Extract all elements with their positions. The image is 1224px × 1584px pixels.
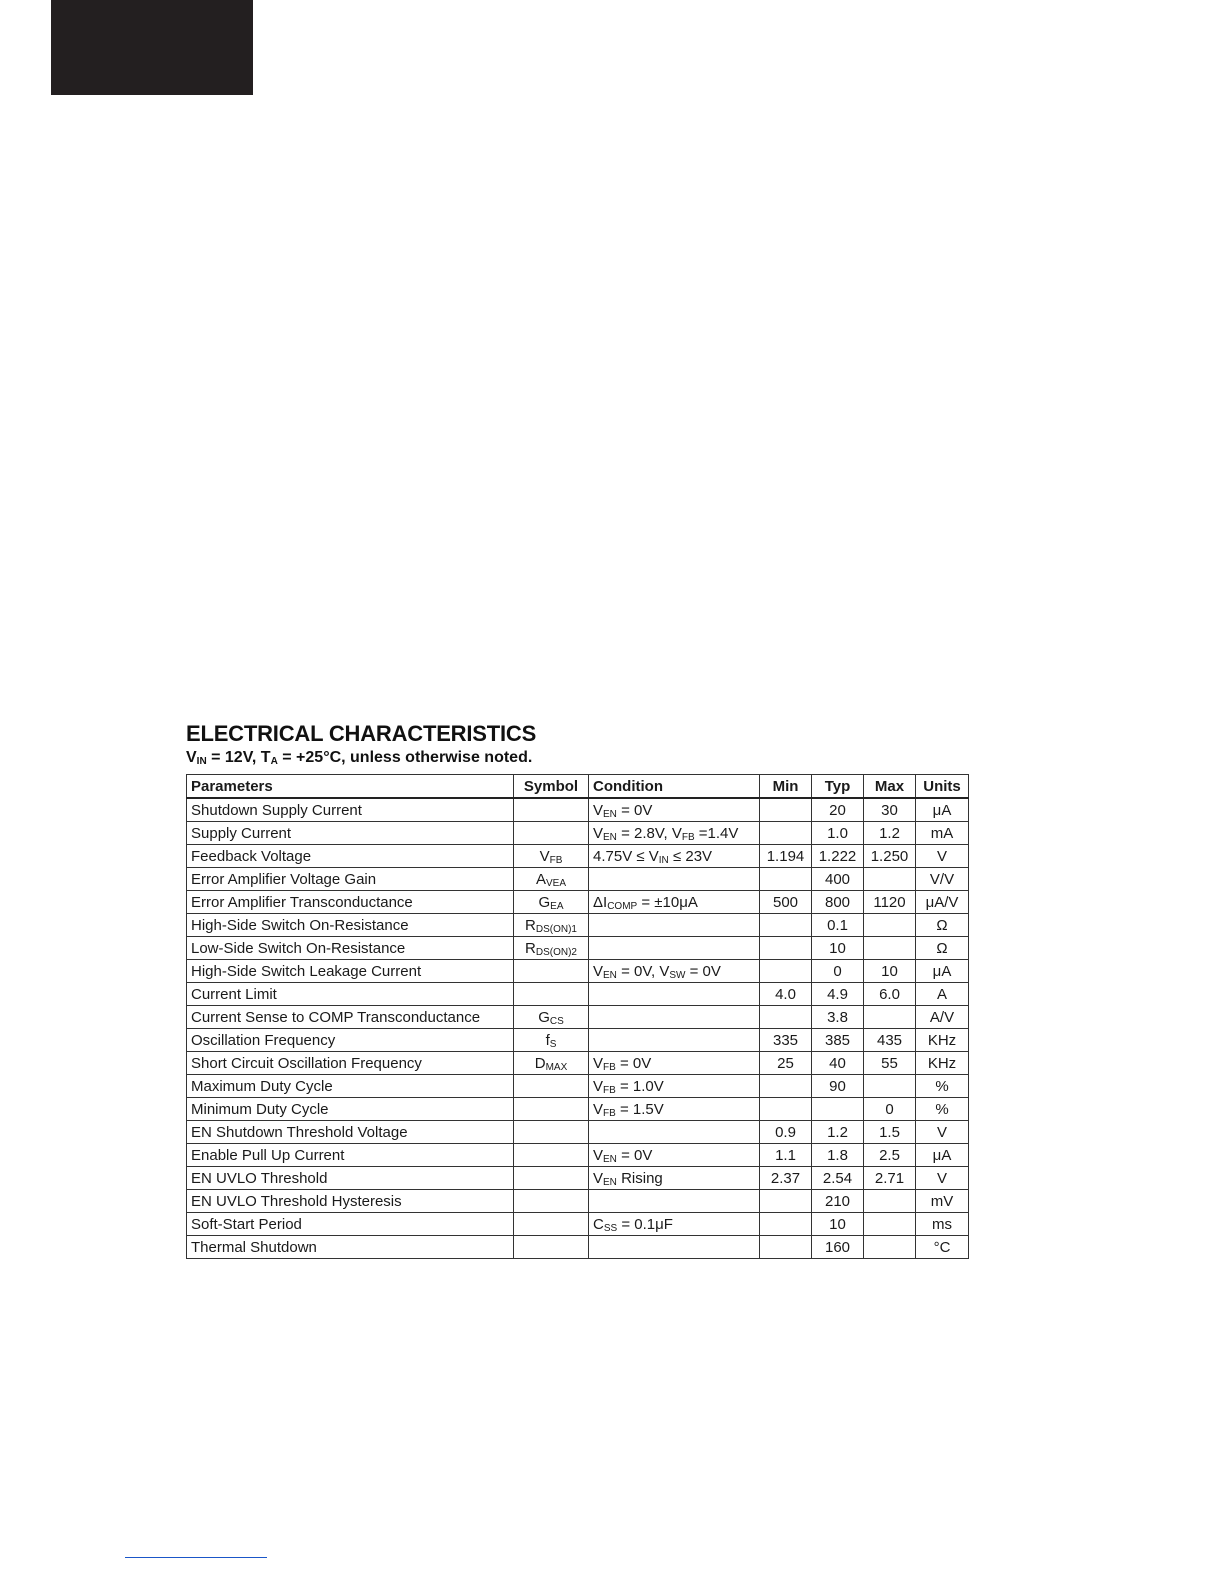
cell-max: 30 [864, 798, 916, 822]
cell-typ: 10 [812, 1213, 864, 1236]
cell-units: A [916, 983, 969, 1006]
cell-symbol [514, 960, 589, 983]
footer-link-rule [125, 1557, 267, 1558]
cell-typ: 90 [812, 1075, 864, 1098]
cell-min [760, 937, 812, 960]
table-row [187, 845, 969, 868]
cell-parameter: Low-Side Switch On-Resistance [187, 937, 514, 960]
cell-parameter: Supply Current [187, 822, 514, 845]
cell-max: 2.71 [864, 1167, 916, 1190]
cell-condition: $V_{FB} = 0V$ [589, 1052, 760, 1075]
cell-typ: 160 [812, 1236, 864, 1259]
cell-units: μA/V [916, 891, 969, 914]
cell-symbol: $f_S$ [514, 1029, 589, 1052]
cell-parameter: Current Limit [187, 983, 514, 1006]
cell-symbol [514, 1213, 589, 1236]
cell-parameter: Oscillation Frequency [187, 1029, 514, 1052]
cell-parameter: Thermal Shutdown [187, 1236, 514, 1259]
cell-typ: 40 [812, 1052, 864, 1075]
table-body [187, 798, 969, 1259]
cell-min: 25 [760, 1052, 812, 1075]
cell-symbol [514, 1236, 589, 1259]
section-subtitle: $V_{IN} = 12V$, $T_A = +25^\circ C$, unless otherwise noted. [186, 749, 533, 767]
cell-units: KHz [916, 1052, 969, 1075]
cell-max: 1.2 [864, 822, 916, 845]
cell-symbol: $R_{DS(ON)2}$ [514, 937, 589, 960]
cell-units: mA [916, 822, 969, 845]
cell-typ: 1.0 [812, 822, 864, 845]
cell-symbol: $G_{EA}$ [514, 891, 589, 914]
cell-units: mV [916, 1190, 969, 1213]
cell-min [760, 1006, 812, 1029]
table-row [187, 822, 969, 845]
cell-min [760, 1190, 812, 1213]
cell-condition: $\Delta I_{COMP} = \pm 10\mu A$ [589, 891, 760, 914]
header-min: Min [760, 775, 812, 799]
table-row [187, 891, 969, 914]
cell-parameter: Soft-Start Period [187, 1213, 514, 1236]
table-row [187, 1167, 969, 1190]
cell-typ: 0.1 [812, 914, 864, 937]
cell-units: % [916, 1098, 969, 1121]
cell-units: V [916, 1121, 969, 1144]
table-row [187, 937, 969, 960]
table-row [187, 1213, 969, 1236]
cell-condition [589, 1190, 760, 1213]
cell-parameter: Enable Pull Up Current [187, 1144, 514, 1167]
cell-typ: 20 [812, 798, 864, 822]
cell-max: 55 [864, 1052, 916, 1075]
cell-symbol: $G_{CS}$ [514, 1006, 589, 1029]
header-symbol: Symbol [514, 775, 589, 799]
table-row [187, 1052, 969, 1075]
cell-symbol [514, 822, 589, 845]
cell-symbol [514, 798, 589, 822]
cell-max [864, 1190, 916, 1213]
table-row [187, 798, 969, 822]
cell-max: 1.5 [864, 1121, 916, 1144]
electrical-characteristics-table [186, 774, 969, 1259]
cell-max: 1120 [864, 891, 916, 914]
cell-parameter: EN UVLO Threshold Hysteresis [187, 1190, 514, 1213]
cell-typ: 0 [812, 960, 864, 983]
cell-units: KHz [916, 1029, 969, 1052]
cell-symbol: $A_{VEA}$ [514, 868, 589, 891]
cell-min [760, 868, 812, 891]
cell-condition: $C_{SS} = 0.1\mu F$ [589, 1213, 760, 1236]
cell-condition [589, 868, 760, 891]
cell-units: °C [916, 1236, 969, 1259]
cell-max: 10 [864, 960, 916, 983]
cell-units: V/V [916, 868, 969, 891]
cell-max: 1.250 [864, 845, 916, 868]
cell-condition: $V_{EN} = 0V$ [589, 798, 760, 822]
cell-parameter: Short Circuit Oscillation Frequency [187, 1052, 514, 1075]
table-row [187, 1029, 969, 1052]
cell-parameter: Shutdown Supply Current [187, 798, 514, 822]
header-typ: Typ [812, 775, 864, 799]
cell-max [864, 937, 916, 960]
cell-max [864, 1213, 916, 1236]
table-row [187, 1190, 969, 1213]
cell-max: 435 [864, 1029, 916, 1052]
cell-typ: 800 [812, 891, 864, 914]
cell-parameter: Minimum Duty Cycle [187, 1098, 514, 1121]
table-row [187, 1236, 969, 1259]
cell-min [760, 798, 812, 822]
cell-condition: $V_{EN} = 0V$ [589, 1144, 760, 1167]
table-header-row [187, 775, 969, 799]
cell-max [864, 914, 916, 937]
table-row [187, 1121, 969, 1144]
cell-min: 2.37 [760, 1167, 812, 1190]
table-row [187, 983, 969, 1006]
cell-max [864, 1075, 916, 1098]
cell-condition [589, 983, 760, 1006]
cell-symbol [514, 1121, 589, 1144]
cell-typ: 4.9 [812, 983, 864, 1006]
cell-symbol [514, 983, 589, 1006]
cell-typ: 10 [812, 937, 864, 960]
cell-max: 6.0 [864, 983, 916, 1006]
cell-symbol [514, 1190, 589, 1213]
cell-units: μA [916, 960, 969, 983]
cell-units: % [916, 1075, 969, 1098]
header-parameters: Parameters [187, 775, 514, 799]
table-row [187, 960, 969, 983]
cell-parameter: EN Shutdown Threshold Voltage [187, 1121, 514, 1144]
cell-condition [589, 937, 760, 960]
header-units: Units [916, 775, 969, 799]
cell-condition: $V_{EN} = 0V$, $V_{SW} = 0V$ [589, 960, 760, 983]
cell-symbol [514, 1144, 589, 1167]
cell-symbol: $R_{DS(ON)1}$ [514, 914, 589, 937]
cell-symbol [514, 1075, 589, 1098]
table-row [187, 868, 969, 891]
cell-condition: $V_{FB} = 1.5V$ [589, 1098, 760, 1121]
cell-min: 1.194 [760, 845, 812, 868]
cell-typ: 210 [812, 1190, 864, 1213]
cell-condition [589, 1236, 760, 1259]
electrical-characteristics-section [186, 720, 976, 1259]
cell-max: 0 [864, 1098, 916, 1121]
cell-min [760, 1213, 812, 1236]
cell-units: V [916, 845, 969, 868]
cell-parameter: Feedback Voltage [187, 845, 514, 868]
cell-units: μA [916, 798, 969, 822]
cell-units: μA [916, 1144, 969, 1167]
cell-max: 2.5 [864, 1144, 916, 1167]
cell-symbol [514, 1098, 589, 1121]
cell-parameter: Maximum Duty Cycle [187, 1075, 514, 1098]
cell-condition: $4.75V \le V_{IN} \le 23V$ [589, 845, 760, 868]
table-row [187, 1075, 969, 1098]
header-condition: Condition [589, 775, 760, 799]
cell-parameter: Error Amplifier Voltage Gain [187, 868, 514, 891]
cell-max [864, 868, 916, 891]
cell-typ: 400 [812, 868, 864, 891]
cell-symbol: $D_{MAX}$ [514, 1052, 589, 1075]
cell-typ: 3.8 [812, 1006, 864, 1029]
cell-min [760, 914, 812, 937]
cell-condition [589, 1121, 760, 1144]
cell-symbol: $V_{FB}$ [514, 845, 589, 868]
cell-min [760, 960, 812, 983]
cell-min [760, 1075, 812, 1098]
cell-condition [589, 1029, 760, 1052]
cell-min [760, 822, 812, 845]
header-max: Max [864, 775, 916, 799]
cell-condition: $V_{EN} = 2.8V$, $V_{FB} =1.4V$ [589, 822, 760, 845]
cell-parameter: EN UVLO Threshold [187, 1167, 514, 1190]
cell-condition [589, 1006, 760, 1029]
cell-parameter: High-Side Switch On-Resistance [187, 914, 514, 937]
cell-symbol [514, 1167, 589, 1190]
cell-condition [589, 914, 760, 937]
cell-parameter: Error Amplifier Transconductance [187, 891, 514, 914]
cell-parameter: Current Sense to COMP Transconductance [187, 1006, 514, 1029]
cell-typ: 2.54 [812, 1167, 864, 1190]
cell-units: ms [916, 1213, 969, 1236]
cell-typ: 1.8 [812, 1144, 864, 1167]
table-row [187, 1006, 969, 1029]
cell-condition: $V_{FB} = 1.0V$ [589, 1075, 760, 1098]
cell-typ: 385 [812, 1029, 864, 1052]
cell-units: V [916, 1167, 969, 1190]
cell-min [760, 1098, 812, 1121]
cell-parameter: High-Side Switch Leakage Current [187, 960, 514, 983]
section-title: ELECTRICAL CHARACTERISTICS [186, 721, 537, 746]
cell-min: 335 [760, 1029, 812, 1052]
cell-min: 4.0 [760, 983, 812, 1006]
cell-units: Ω [916, 914, 969, 937]
cell-units: Ω [916, 937, 969, 960]
cell-units: A/V [916, 1006, 969, 1029]
cell-typ: 1.222 [812, 845, 864, 868]
cell-typ: 1.2 [812, 1121, 864, 1144]
header-logo-block [51, 0, 253, 95]
table-row [187, 1098, 969, 1121]
cell-min: 0.9 [760, 1121, 812, 1144]
cell-max [864, 1006, 916, 1029]
table-row [187, 1144, 969, 1167]
cell-max [864, 1236, 916, 1259]
table-row [187, 914, 969, 937]
cell-min: 500 [760, 891, 812, 914]
cell-min [760, 1236, 812, 1259]
cell-typ [812, 1098, 864, 1121]
cell-condition: $V_{EN}$ Rising [589, 1167, 760, 1190]
cell-min: 1.1 [760, 1144, 812, 1167]
